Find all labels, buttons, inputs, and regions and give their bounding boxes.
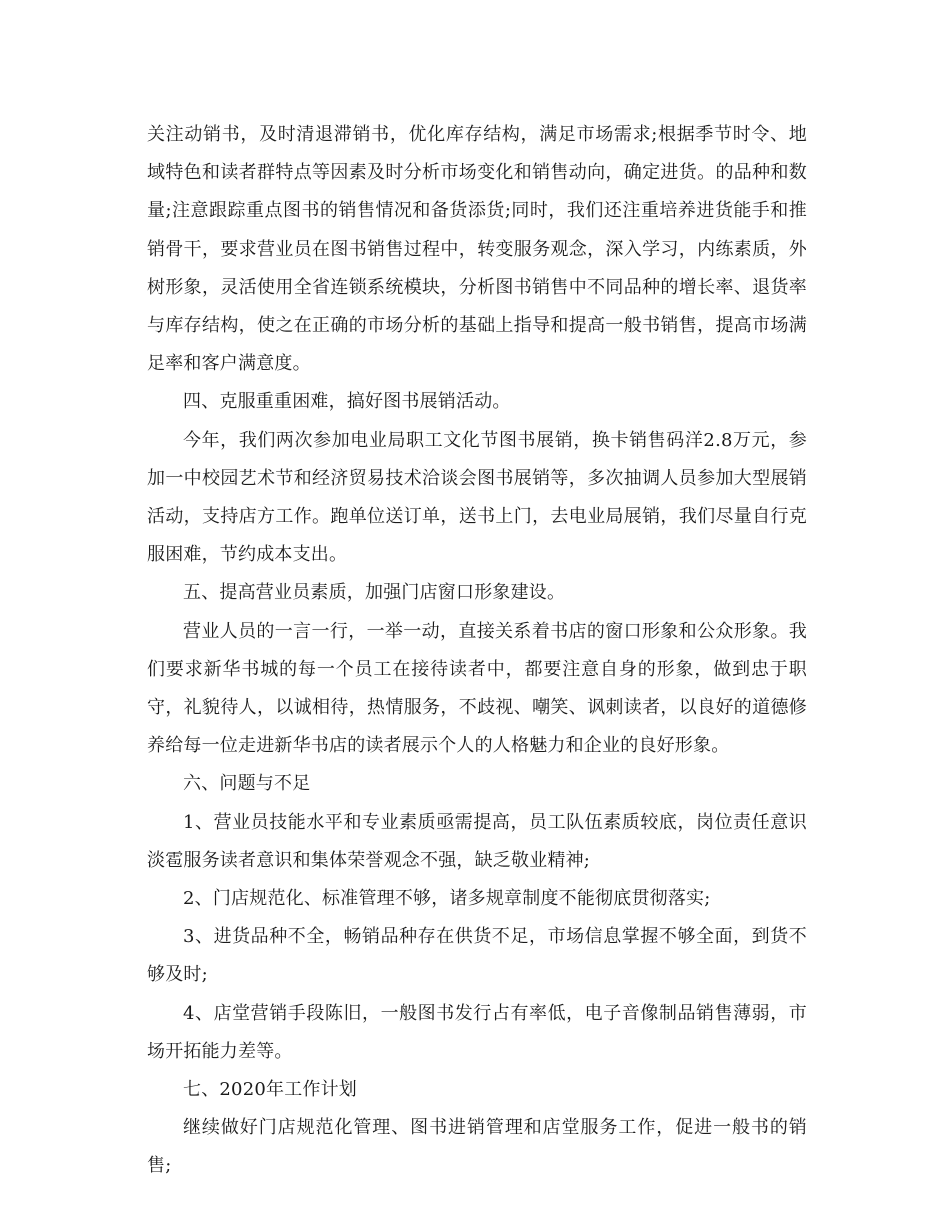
body-paragraph: 今年，我们两次参加电业局职工文化节图书展销，换卡销售码洋2.8万元，参加一中校园艺术节和经济贸易技术洽谈会图书展销等，多次抽调人员参加大型展销活动，支持店方工作。跑单位送订单，送书上门，去电业局展销，我们尽量自行克服困难，节约成本支出。 <box>147 429 807 566</box>
section-heading: 四、克服重重困难，搞好图书展销活动。 <box>183 391 511 413</box>
list-item: 3、进货品种不全，畅销品种存在供货不足，市场信息掌握不够全面，到货不够及时; <box>147 926 807 986</box>
body-paragraph: 继续做好门店规范化管理、图书进销管理和店堂服务工作，促进一般书的销售; <box>147 1117 807 1177</box>
section-heading: 五、提高营业员素质，加强门店窗口形象建设。 <box>183 582 566 604</box>
list-item: 2、门店规范化、标准管理不够，诸多规章制度不能彻底贯彻落实; <box>183 888 711 910</box>
body-paragraph: 关注动销书，及时清退滞销书，优化库存结构，满足市场需求;根据季节时令、地域特色和读者群特点等因素及时分析市场变化和销售动向，确定进货。的品种和数量;注意跟踪重点图书的销售情况和备货添货;同时，我们还注重培养进货能手和推销骨干，要求营业员在图书销售过程中，转变服务观念，深入学习，内练素质，外树形象，灵活使用全省连锁系统模块，分析图书销售中不同品种的增长率、退货率与库存结构，使之在正确的市场分析的基础上指导和提高一般书销售，提高市场满足率和客户满意度。 <box>147 124 807 375</box>
document-body <box>147 116 807 1186</box>
list-item: 4、店堂营销手段陈旧，一般图书发行占有率低，电子音像制品销售薄弱，市场开拓能力差等。 <box>147 1002 807 1062</box>
list-item: 1、营业员技能水平和专业素质亟需提高，员工队伍素质较底，岗位责任意识淡雹服务读者意识和集体荣誉观念不强，缺乏敬业精神; <box>147 811 807 871</box>
body-paragraph: 营业人员的一言一行，一举一动，直接关系着书店的窗口形象和公众形象。我们要求新华书城的每一个员工在接待读者中，都要注意自身的形象，做到忠于职守，礼貌待人，以诚相待，热情服务，不歧视、嘲笑、讽刺读者，以良好的道德修养给每一位走进新华书店的读者展示个人的人格魅力和企业的良好形象。 <box>147 620 807 757</box>
section-heading: 六、问题与不足 <box>183 773 311 795</box>
section-heading: 七、2020年工作计划 <box>183 1079 358 1101</box>
